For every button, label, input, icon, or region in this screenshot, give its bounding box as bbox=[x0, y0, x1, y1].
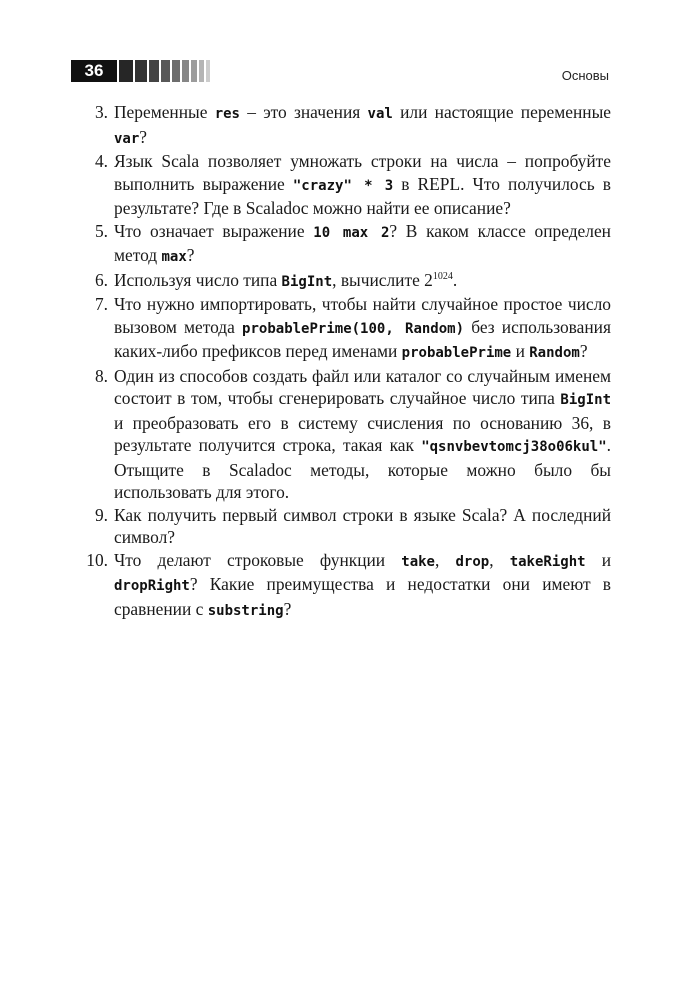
running-head: Основы bbox=[561, 68, 609, 83]
text-run: ? bbox=[139, 126, 148, 147]
inline-code: probablePrime(100, Random) bbox=[242, 320, 465, 337]
exercise-text bbox=[114, 269, 611, 294]
text-run: , вычислите 2 bbox=[332, 269, 433, 290]
header-stripe bbox=[199, 60, 204, 82]
exercise-item bbox=[70, 150, 611, 220]
text-run: и bbox=[585, 549, 612, 570]
exercise-number: 7. bbox=[94, 294, 108, 314]
inline-code: drop bbox=[455, 553, 490, 570]
text-run: ? bbox=[579, 341, 588, 361]
text-run: или настоящие переменные bbox=[392, 102, 611, 122]
inline-code: res bbox=[214, 106, 240, 122]
header-stripe bbox=[161, 60, 170, 82]
text-run: ? bbox=[186, 245, 195, 265]
exercise-number: 5. bbox=[94, 220, 108, 241]
inline-code: substring bbox=[207, 602, 284, 619]
exercise-text bbox=[114, 549, 611, 623]
exercise-number: 9. bbox=[94, 504, 108, 525]
text-run: ? Какие преимущества и недостатки они имеют в сравнении с bbox=[114, 574, 611, 619]
exercise-number: 3. bbox=[94, 102, 108, 122]
inline-code: "crazy" * 3 bbox=[292, 177, 394, 194]
superscript: 1024 bbox=[432, 270, 453, 282]
text-run: ? bbox=[283, 598, 292, 619]
text-run: Что означает выражение bbox=[114, 220, 314, 241]
exercise-number: 8. bbox=[94, 365, 108, 386]
inline-code: BigInt bbox=[281, 273, 333, 290]
exercise-text bbox=[114, 101, 611, 150]
header-stripe bbox=[182, 60, 189, 82]
text-run: и bbox=[511, 341, 530, 361]
inline-code: 10 max 2 bbox=[313, 224, 390, 241]
text-run: Язык Scala позволяет умножать строки на числа – попробуйте выполнить выражение bbox=[114, 151, 611, 194]
inline-code: max bbox=[161, 249, 187, 265]
text-run: Что нужно импортировать, чтобы найти случайное простое число вызовом метода bbox=[114, 294, 611, 337]
exercise-number: 6. bbox=[94, 269, 108, 290]
inline-code: "qsnvbevtomcj38o06kul" bbox=[421, 439, 607, 455]
text-run: и преобразовать его в систему счисления по основанию 36, в результате получится строка, такая как bbox=[114, 412, 611, 455]
text-run: . Отыщите в Scaladoc методы, которые можно было бы использовать для этого. bbox=[114, 435, 611, 502]
text-run: – это значения bbox=[240, 102, 368, 122]
header-stripe bbox=[119, 60, 133, 82]
text-run: без использования каких-либо префиксов перед именами bbox=[114, 316, 611, 361]
inline-code: Random bbox=[529, 345, 580, 361]
text-run: . bbox=[452, 269, 458, 290]
page-header-bar bbox=[71, 60, 210, 82]
inline-code: probablePrime bbox=[401, 345, 512, 361]
text-run: Используя число типа bbox=[114, 269, 282, 290]
inline-code: takeRight bbox=[509, 553, 586, 570]
exercise-item bbox=[70, 293, 611, 365]
header-stripe bbox=[149, 60, 159, 82]
text-run: в REPL. Что получилось в результате? Где в Scaladoc можно найти ее описание? bbox=[114, 173, 611, 218]
header-stripe bbox=[191, 60, 197, 82]
inline-code: take bbox=[401, 553, 435, 570]
inline-code: var bbox=[114, 130, 140, 147]
exercise-item bbox=[70, 365, 611, 504]
exercise-number: 10. bbox=[86, 549, 108, 570]
text-run: ? В каком классе определен метод bbox=[114, 220, 611, 265]
exercise-text bbox=[114, 504, 611, 549]
text-run: Как получить первый символ строки в языке Scala? А последний символ? bbox=[114, 504, 611, 547]
page-number: 36 bbox=[71, 60, 117, 82]
text-run: Что делают строковые функции bbox=[114, 549, 402, 570]
header-stripe bbox=[206, 60, 210, 82]
exercise-text bbox=[114, 293, 611, 365]
inline-code: val bbox=[367, 106, 393, 122]
exercise-list bbox=[70, 101, 611, 622]
inline-code: dropRight bbox=[114, 578, 190, 594]
exercise-item bbox=[70, 101, 611, 150]
text-run: , bbox=[434, 549, 456, 570]
exercise-item bbox=[70, 269, 611, 294]
text-run: , bbox=[489, 549, 510, 570]
exercise-text bbox=[114, 365, 611, 504]
text-run: Один из способов создать файл или каталог со случайным именем состоит в том, чтобы сгенерировать случайное число типа bbox=[114, 365, 611, 408]
exercise-text bbox=[114, 150, 611, 220]
exercise-item bbox=[70, 549, 611, 623]
exercise-item bbox=[70, 220, 611, 269]
exercise-text bbox=[114, 220, 611, 269]
exercise-item bbox=[70, 504, 611, 549]
header-stripe bbox=[135, 60, 147, 82]
header-stripes bbox=[117, 60, 210, 82]
text-run: Переменные bbox=[114, 102, 215, 122]
exercise-number: 4. bbox=[94, 151, 108, 171]
inline-code: BigInt bbox=[560, 392, 611, 408]
header-stripe bbox=[172, 60, 180, 82]
